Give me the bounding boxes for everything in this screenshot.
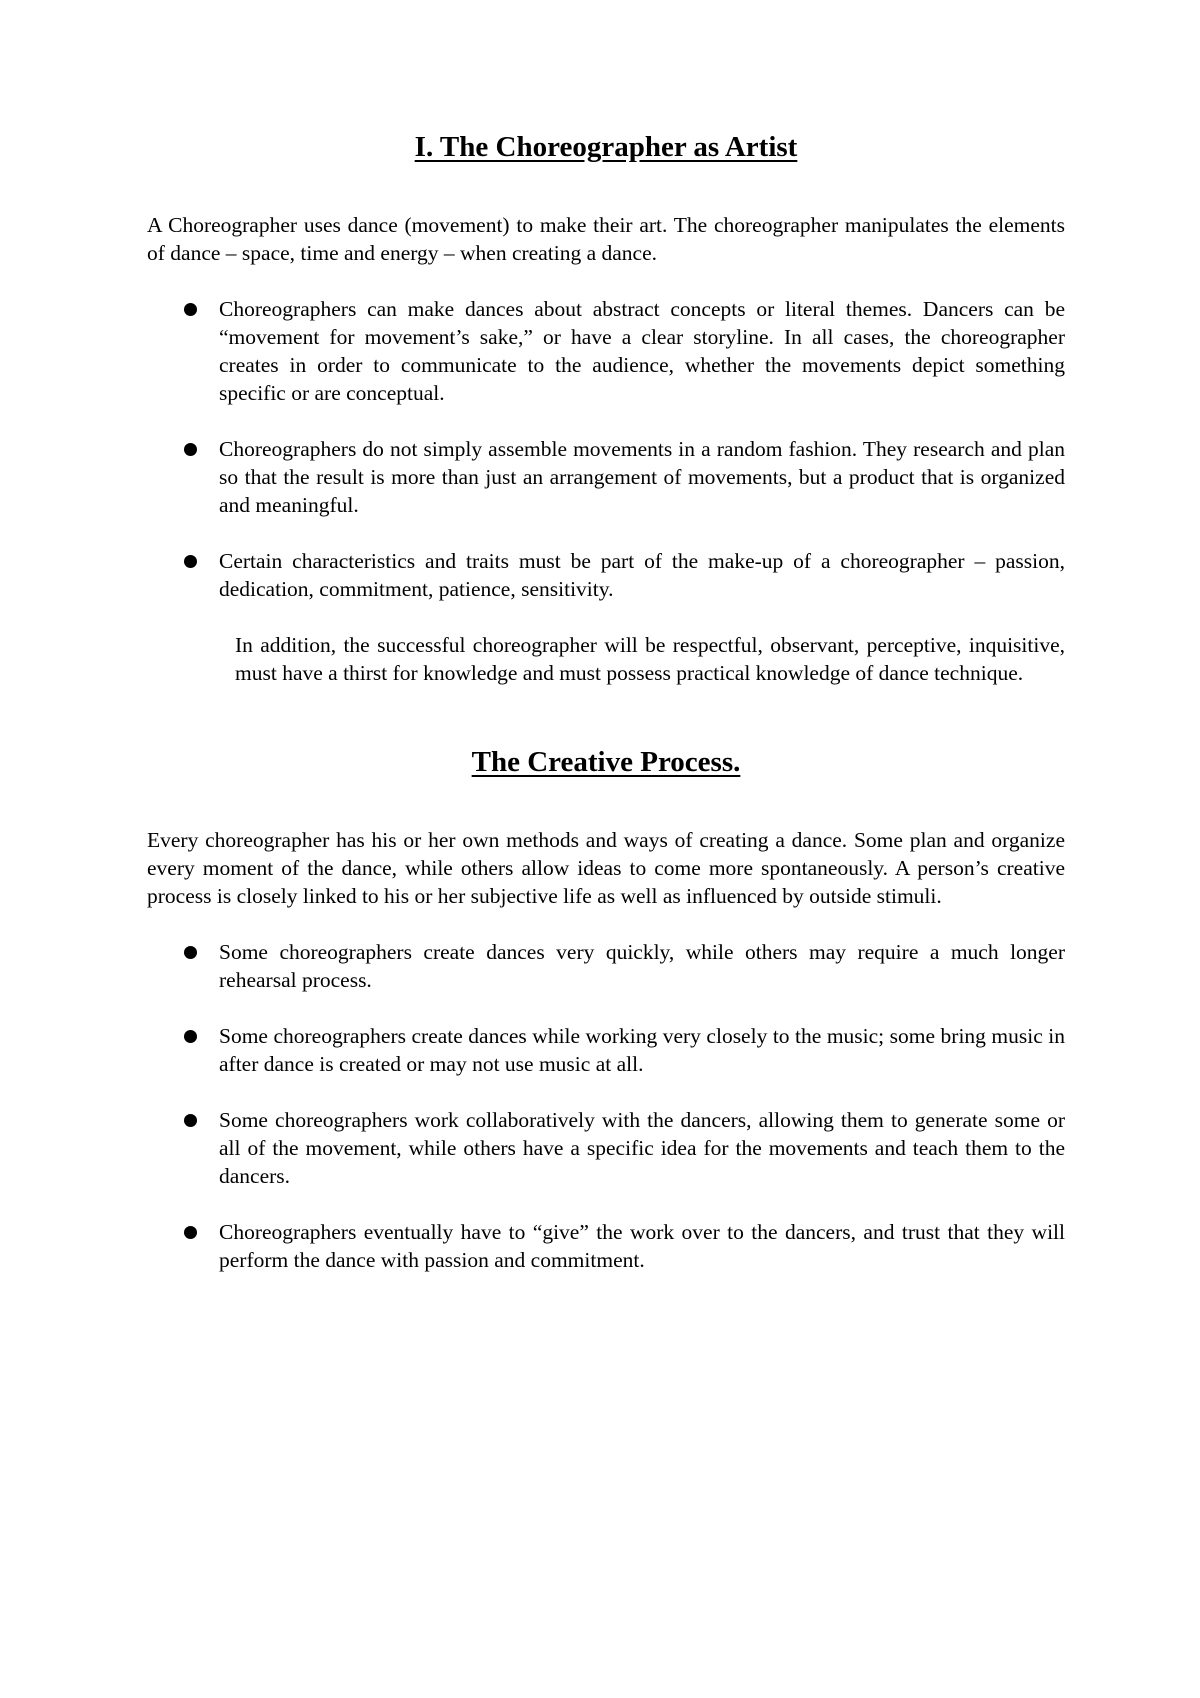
bullet-item [147, 547, 1065, 603]
bullet-item [147, 938, 1065, 994]
section-2-bullet-list [147, 938, 1065, 1274]
section-1-addendum: In addition, the successful choreographer will be respectful, observant, perceptive, inquisitive, must have a thirst for knowledge and must possess practical knowledge of dance technique. [235, 632, 1065, 685]
bullet-icon [184, 443, 197, 456]
bullet-icon [184, 303, 197, 316]
bullet-icon [184, 1114, 197, 1127]
bullet-text: Certain characteristics and traits must be part of the make-up of a choreographer – passion, dedication, commitment, patience, sensitivity. [219, 548, 1065, 601]
bullet-item [147, 1106, 1065, 1190]
bullet-item [147, 295, 1065, 407]
document-content [147, 130, 1065, 1274]
section-1-title: I. The Choreographer as Artist [414, 131, 798, 163]
bullet-icon [184, 946, 197, 959]
section-1-intro: A Choreographer uses dance (movement) to make their art. The choreographer manipulates the elements of dance – space, time and energy – when creating a dance. [147, 212, 1065, 265]
bullet-item [147, 1218, 1065, 1274]
bullet-text: Some choreographers create dances very quickly, while others may require a much longer rehearsal process. [219, 939, 1065, 992]
bullet-item [147, 435, 1065, 519]
bullet-text: Choreographers eventually have to “give” the work over to the dancers, and trust that they will perform the dance with passion and commitment. [219, 1219, 1065, 1272]
bullet-item [147, 1022, 1065, 1078]
bullet-text: Choreographers can make dances about abstract concepts or literal themes. Dancers can be “movement for movement’s sake,” or have a clear storyline. In all cases, the choreographer creates in order to communicate to the audience, whether the movements depict something specific or are conceptual. [219, 296, 1065, 405]
bullet-text: Some choreographers create dances while working very closely to the music; some bring music in after dance is created or may not use music at all. [219, 1023, 1065, 1076]
section-1-bullet-list [147, 295, 1065, 603]
bullet-text: Choreographers do not simply assemble movements in a random fashion. They research and plan so that the result is more than just an arrangement of movements, but a product that is organized and meaningful. [219, 436, 1065, 517]
bullet-icon [184, 1030, 197, 1043]
section-2-title: The Creative Process. [471, 745, 741, 778]
section-2-intro: Every choreographer has his or her own methods and ways of creating a dance. Some plan and organize every moment of the dance, while others allow ideas to come more spontaneously. A person’s creative process is closely linked to his or her subjective life as well as influenced by outside stimuli. [147, 827, 1065, 908]
bullet-text: Some choreographers work collaboratively with the dancers, allowing them to generate some or all of the movement, while others have a specific idea for the movements and teach them to the dancers. [219, 1107, 1065, 1188]
bullet-icon [184, 1226, 197, 1239]
bullet-icon [184, 555, 197, 568]
